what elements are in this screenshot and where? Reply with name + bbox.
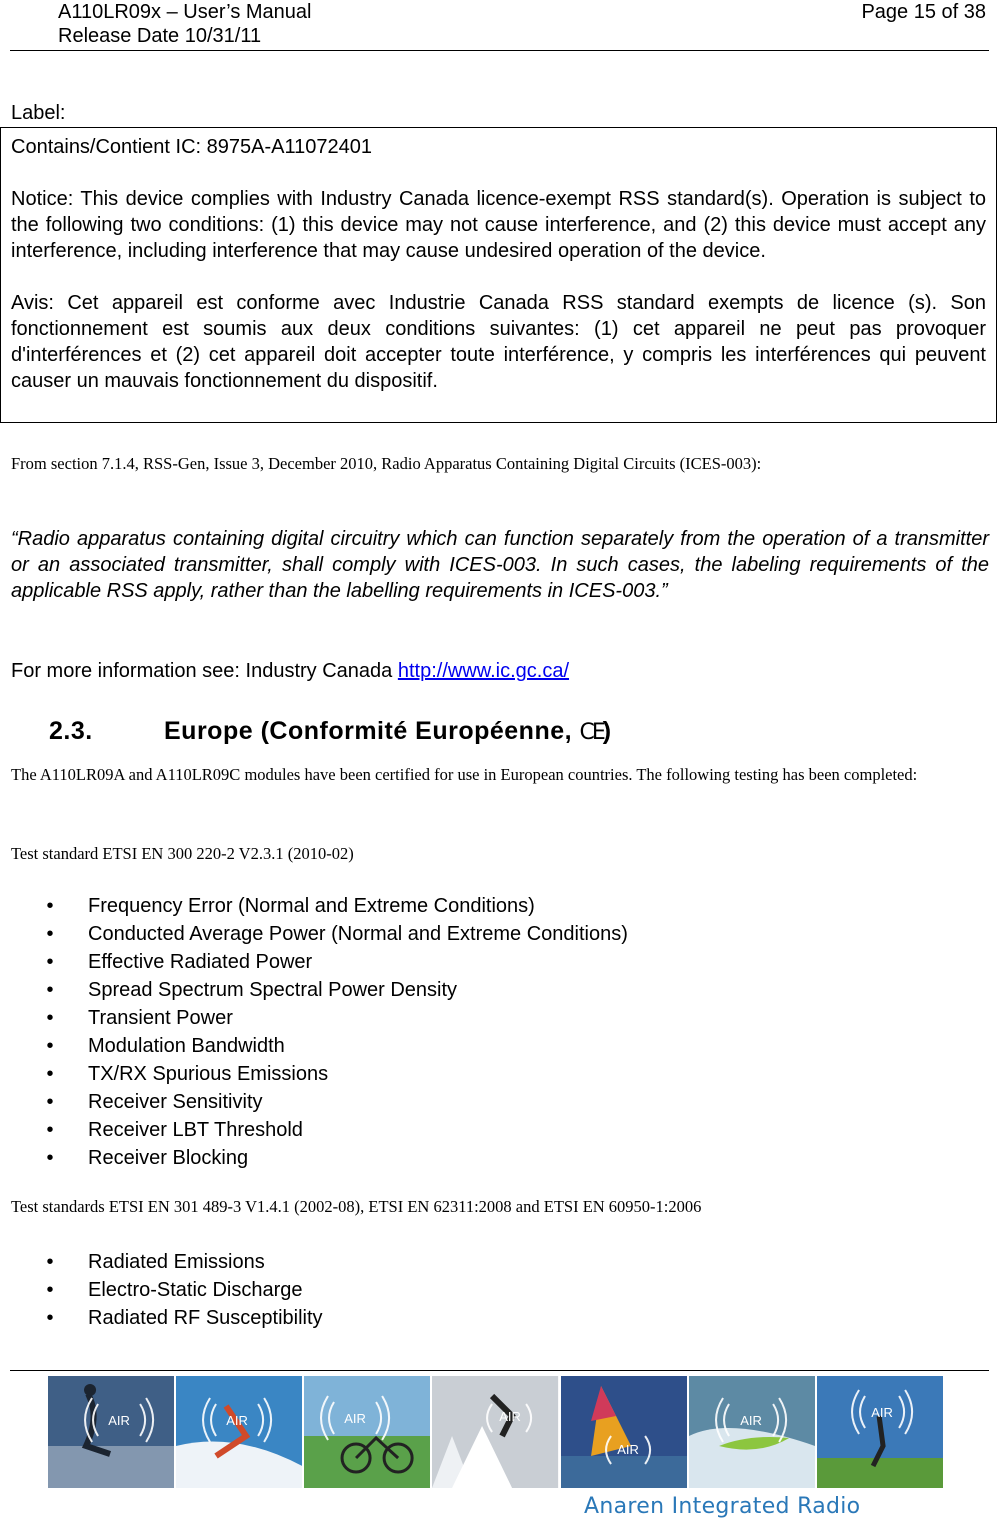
footer-photo-ski (176, 1376, 302, 1488)
europe-intro: The A110LR09A and A110LR09C modules have been certified for use in European countries. The following testing has been completed: (11, 765, 918, 784)
list-item: • Receiver Blocking (44, 1144, 628, 1172)
list-item: • Electro-Static Discharge (44, 1276, 323, 1304)
test-list-1 (44, 892, 628, 1172)
svg-text:AIR: AIR (344, 1411, 367, 1426)
svg-text:AIR: AIR (226, 1413, 249, 1428)
bullet: • (46, 1063, 54, 1085)
bullet: • (46, 951, 54, 973)
ic-notice-english: Notice: This device complies with Industry Canada licence-exempt RSS standard(s). Operation is subject to the following two conditions: (1) this device may not cause interference, and (2) this device must accept any interference, including interference that may cause undesired operation of the device. (11, 188, 986, 262)
bullet: • (46, 1147, 54, 1169)
bullet: • (46, 1119, 54, 1141)
svg-text:AIR: AIR (739, 1413, 762, 1428)
bullet: • (46, 1279, 54, 1301)
list-item: • Radiated RF Susceptibility (44, 1304, 323, 1332)
list-item: • TX/RX Spurious Emissions (44, 1060, 628, 1088)
list-item: • Frequency Error (Normal and Extreme Conditions) (44, 892, 628, 920)
bullet: • (46, 1307, 54, 1329)
bullet: • (46, 895, 54, 917)
more-info-line (11, 658, 569, 684)
list-item: • Modulation Bandwidth (44, 1032, 628, 1060)
list-item: • Conducted Average Power (Normal and Extreme Conditions) (44, 920, 628, 948)
ce-mark: CE (579, 720, 603, 745)
manual-title: A110LR09x – User’s Manual (58, 1, 312, 23)
section-title-text: Europe (Conformité Européenne, (164, 717, 580, 745)
footer-photo-windsurf (561, 1376, 687, 1488)
test-list-2 (44, 1248, 323, 1332)
section-title-close: ) (602, 717, 612, 745)
section-title (164, 716, 612, 748)
section-number: 2.3. (49, 717, 93, 745)
label-heading: Label: (11, 102, 66, 124)
bullet: • (46, 1035, 54, 1057)
rss-gen-source: From section 7.1.4, RSS-Gen, Issue 3, December 2010, Radio Apparatus Containing Digital Circuits (ICES-003): (11, 454, 762, 473)
footer-photo-skater (817, 1376, 943, 1488)
bullet: • (46, 1007, 54, 1029)
bullet: • (46, 923, 54, 945)
footer-photo-snowboard (432, 1376, 558, 1488)
list-item: • Receiver LBT Threshold (44, 1116, 628, 1144)
list-item: • Effective Radiated Power (44, 948, 628, 976)
footer-photo-band (48, 1376, 943, 1488)
bullet: • (46, 979, 54, 1001)
industry-canada-link[interactable]: http://www.ic.gc.ca/ (397, 660, 570, 682)
header-rule (10, 50, 989, 51)
svg-text:AIR: AIR (871, 1405, 893, 1420)
test-standard-2: Test standards ETSI EN 301 489-3 V1.4.1 (2002-08), ETSI EN 62311:2008 and ETSI EN 60950-1:2006 (11, 1197, 702, 1216)
list-item: • Receiver Sensitivity (44, 1088, 628, 1116)
bullet: • (46, 1251, 54, 1273)
footer-photo-bike (304, 1376, 430, 1488)
ic-label-box (0, 127, 997, 423)
ic-contains-line: Contains/Contient IC: 8975A-A11072401 (11, 136, 372, 158)
list-item: • Transient Power (44, 1004, 628, 1032)
svg-text:AIR: AIR (108, 1413, 130, 1428)
ic-notice-french: Avis: Cet appareil est conforme avec Industrie Canada RSS standard exempts de licence (s). Son fonctionnement est soumis aux deux conditions suivantes: (1) cet appareil ne peut pas provoquer d'interférences et (2) cet appareil doit accepter toute interférence, y compris les interférences qui peuvent causer un mauvais fonctionnement du dispositif. (11, 292, 986, 392)
footer-rule (10, 1370, 989, 1371)
release-date: Release Date 10/31/11 (58, 25, 262, 47)
bullet: • (46, 1091, 54, 1113)
svg-text:AIR: AIR (499, 1409, 522, 1424)
brand-wordmark: Anaren Integrated Radio (584, 1494, 861, 1519)
rss-gen-quote: “Radio apparatus containing digital circuitry which can function separately from the operation of a transmitter or an associated transmitter, shall comply with ICES-003. In such cases, the labeling requirements of the applicable RSS apply, rather than the labelling requirements in ICES-003.” (11, 528, 989, 602)
more-info-prefix: For more information see: Industry Canada (11, 660, 398, 682)
svg-text:AIR: AIR (616, 1442, 639, 1457)
list-item: • Radiated Emissions (44, 1248, 323, 1276)
footer-photo-skateboard (48, 1376, 174, 1488)
footer-photo-kayak (689, 1376, 815, 1488)
page-number: Page 15 of 38 (861, 1, 986, 23)
test-standard-1: Test standard ETSI EN 300 220-2 V2.3.1 (2010-02) (11, 844, 354, 863)
list-item: • Spread Spectrum Spectral Power Density (44, 976, 628, 1004)
